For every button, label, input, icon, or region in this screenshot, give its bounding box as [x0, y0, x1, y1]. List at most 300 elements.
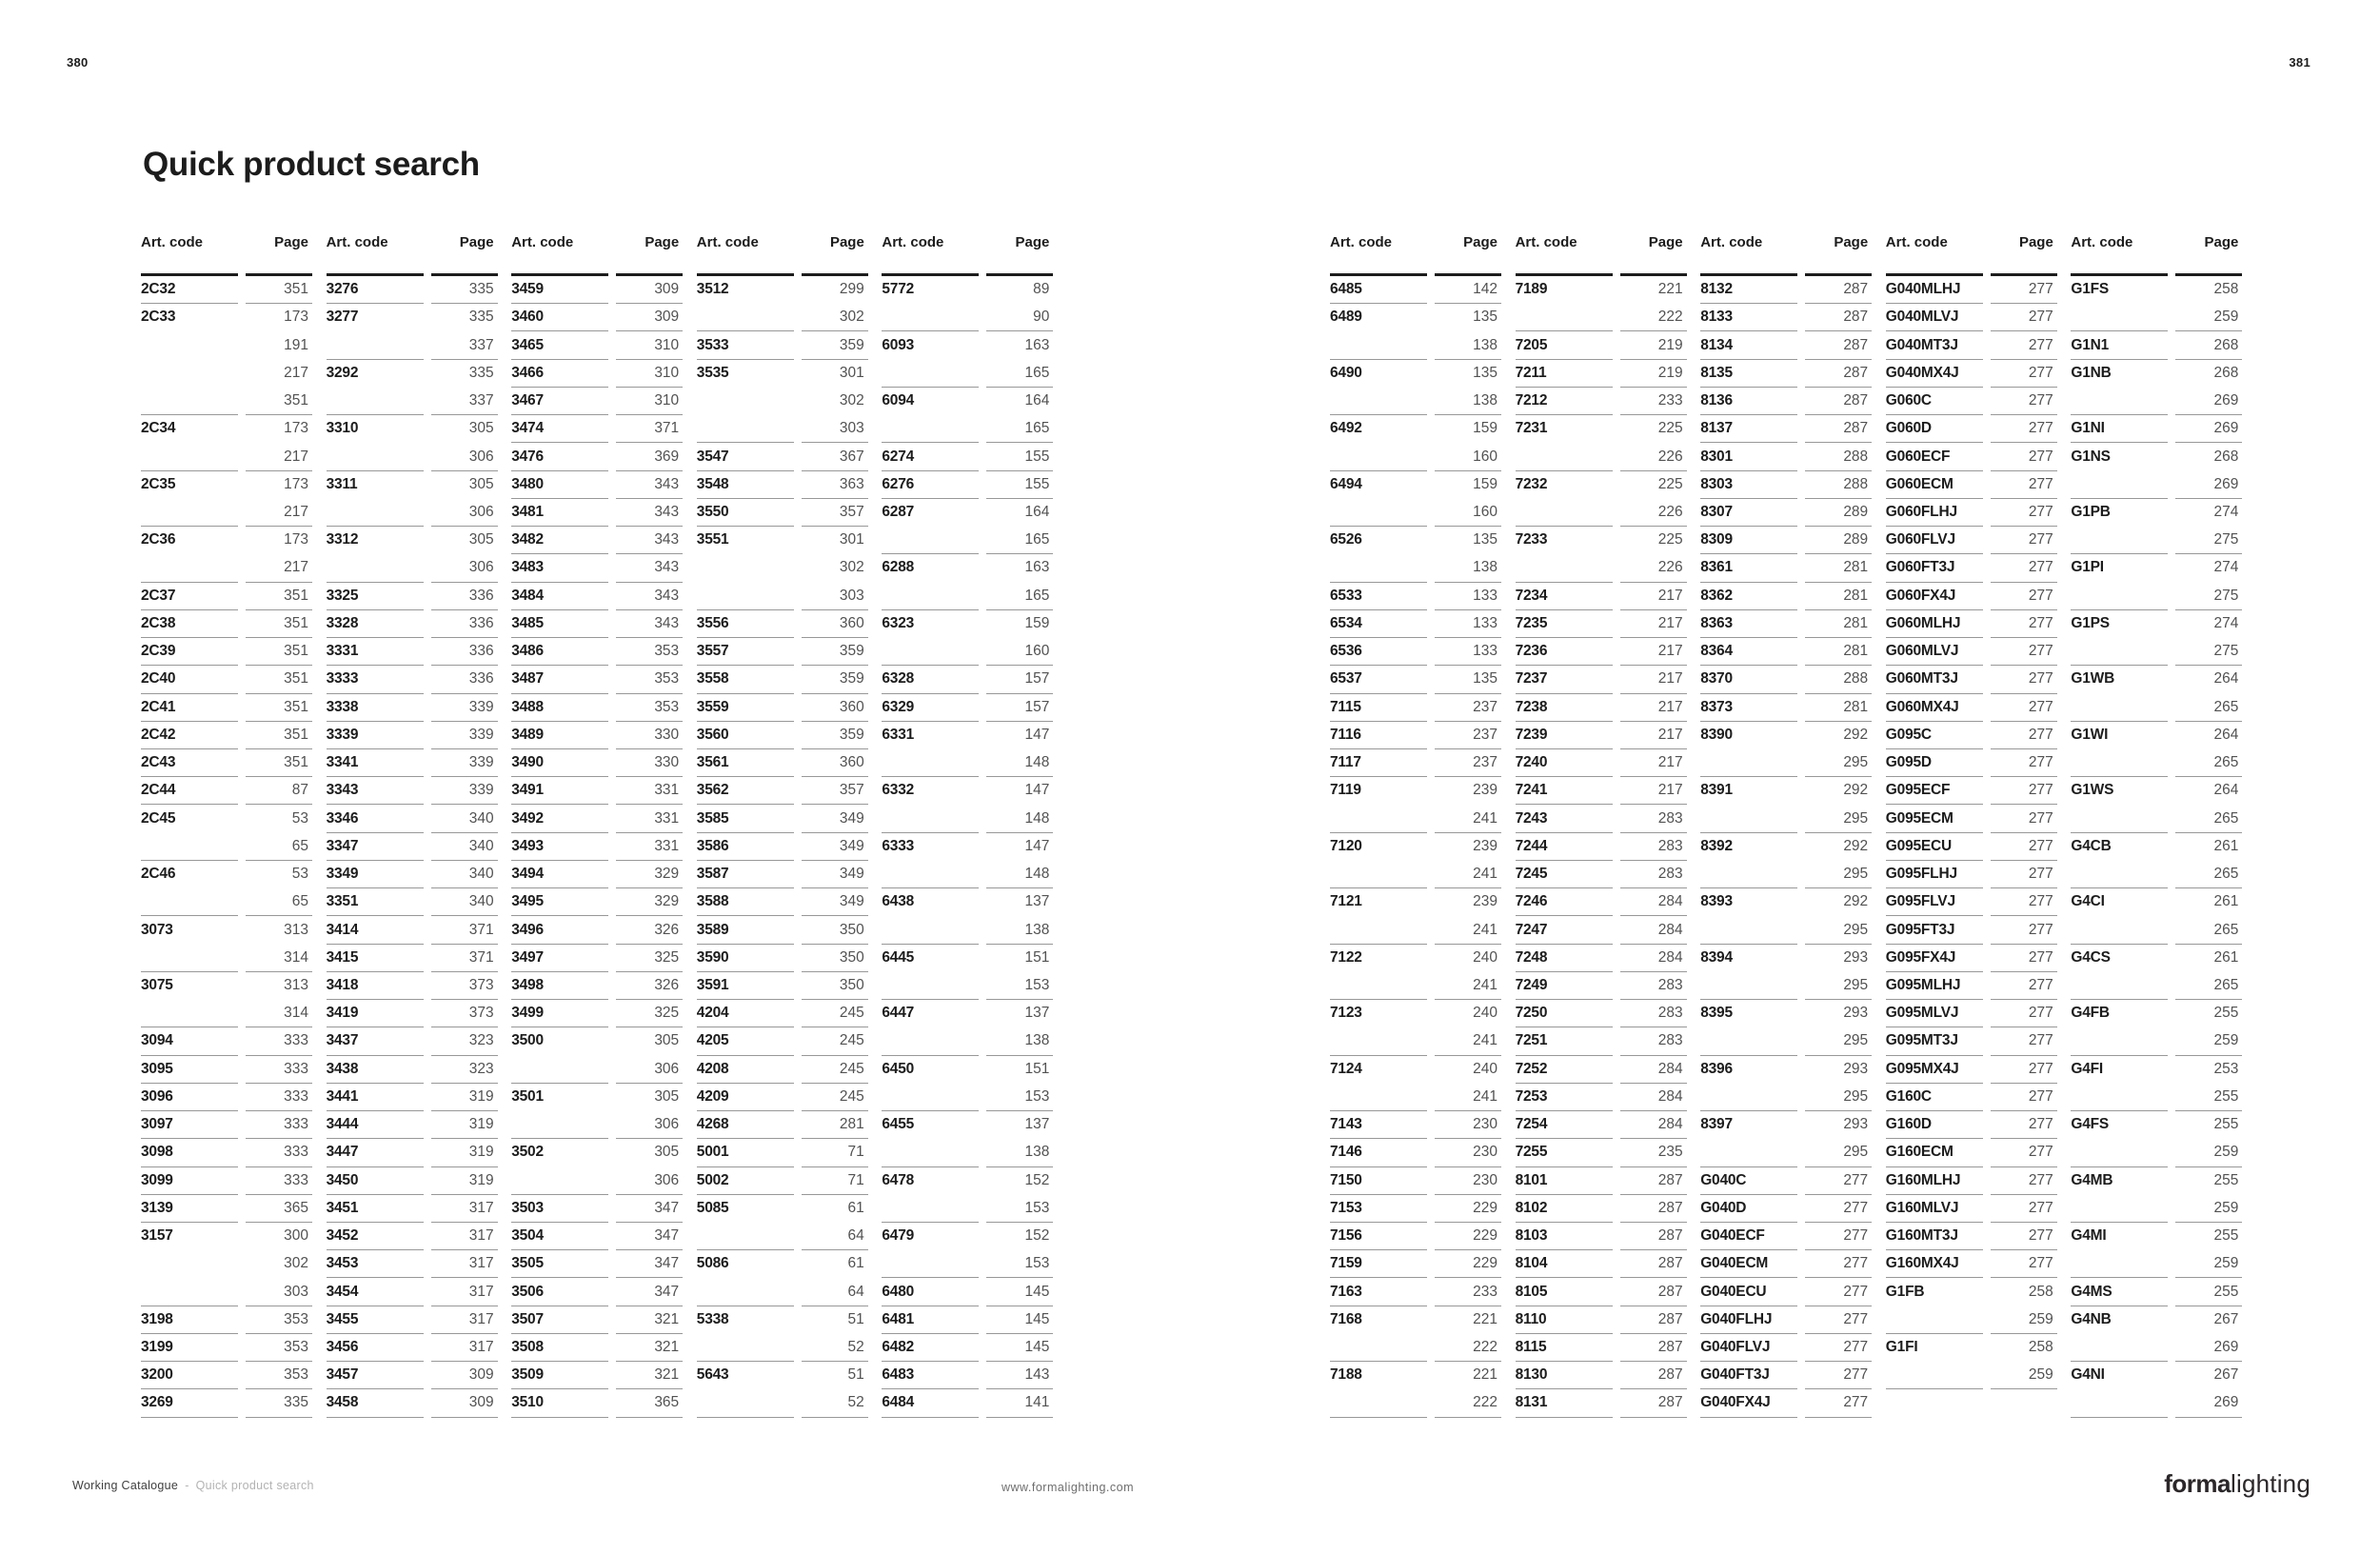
art-code-cell: 8102: [1516, 1195, 1613, 1223]
page-cell: 153: [986, 1195, 1053, 1223]
page-cell: 241: [1435, 972, 1501, 1000]
page-cell: 277: [1805, 1306, 1872, 1334]
page-cell: 284: [1620, 916, 1687, 944]
page-cell: 259: [1991, 1306, 2057, 1334]
art-code-cell: 3338: [327, 694, 424, 722]
art-code-cell: 4204: [697, 1000, 794, 1027]
page-cell: 163: [1024, 559, 1050, 576]
art-code-cell: 3310: [326, 420, 359, 437]
art-code-cell: 8394: [1700, 948, 1733, 966]
column-header: [327, 234, 498, 273]
table-row: [2071, 415, 2242, 443]
art-code-cell: [2071, 1084, 2168, 1111]
table-row: [697, 1223, 868, 1250]
table-row: [141, 1000, 312, 1027]
page-cell: 264: [2213, 782, 2239, 799]
page-cell: 259: [2175, 1250, 2242, 1278]
page-cell: 277: [1991, 1167, 2057, 1195]
art-code-column: [511, 234, 683, 1418]
page-cell: 229: [1435, 1195, 1501, 1223]
table-row: [1886, 499, 2057, 527]
page-cell: 275: [2175, 527, 2242, 554]
art-code-cell: [327, 388, 424, 415]
page-cell: 138: [1435, 388, 1501, 415]
table-row: [327, 722, 498, 749]
art-code-cell: 3587: [697, 861, 794, 888]
art-code-cell: 2C44: [141, 777, 238, 805]
page-cell: 163: [1024, 336, 1050, 353]
page-cell: 287: [1620, 1195, 1687, 1223]
art-code-cell: 6274: [882, 443, 979, 470]
page-cell: 305: [468, 475, 494, 492]
table-row: [1330, 833, 1501, 861]
table-row: [1700, 1027, 1872, 1055]
page-cell: 226: [1620, 499, 1687, 527]
art-code-cell: 6479: [882, 1227, 915, 1245]
art-code-cell: 8131: [1516, 1389, 1613, 1417]
page-cell: 160: [986, 638, 1053, 666]
page-cell: 148: [986, 749, 1053, 777]
table-row: [2071, 388, 2242, 415]
table-row: [327, 833, 498, 861]
table-row: [1886, 1084, 2057, 1111]
page-cell: 217: [1620, 749, 1687, 777]
page-cell: 157: [986, 694, 1053, 722]
page-cell: 333: [246, 1084, 312, 1111]
page-cell: 138: [1435, 331, 1501, 359]
art-code-cell: [2071, 304, 2168, 331]
art-code-cell: [697, 1278, 794, 1306]
art-code-cell: 6526: [1330, 531, 1362, 548]
table-row: [697, 1195, 868, 1223]
table-row: [511, 861, 683, 888]
art-code-cell: 2C33: [141, 309, 176, 326]
table-row: [882, 1056, 1053, 1084]
art-code-cell: 6323: [882, 614, 915, 631]
page-cell: 295: [1805, 916, 1872, 944]
art-code-cell: 3456: [327, 1334, 424, 1362]
table-row: [882, 1306, 1053, 1334]
table-row: [2071, 1334, 2242, 1362]
table-row: [697, 443, 868, 470]
page-cell: 267: [2213, 1310, 2239, 1327]
page-cell: 277: [1991, 805, 2057, 832]
art-code-cell: 7251: [1516, 1027, 1613, 1055]
table-row: [141, 1278, 312, 1306]
page-cell: 277: [1991, 1084, 2057, 1111]
table-row: [511, 1278, 683, 1306]
table-row: [1700, 1111, 1872, 1139]
page-cell: 303: [802, 415, 868, 443]
art-code-cell: [141, 360, 238, 388]
table-row: [882, 722, 1053, 749]
art-code-cell: G4CB: [2071, 837, 2112, 854]
table-row: [327, 1334, 498, 1362]
art-code-cell: G060D: [1886, 415, 1983, 443]
table-row: [141, 1250, 312, 1278]
table-row: [511, 1223, 683, 1250]
art-code-cell: [882, 1195, 979, 1223]
art-code-cell: 8309: [1700, 527, 1797, 554]
table-row: [697, 861, 868, 888]
art-code-cell: 3548: [697, 471, 794, 499]
art-code-cell: 7243: [1516, 805, 1613, 832]
table-row: [511, 833, 683, 861]
page-cell: 155: [986, 443, 1053, 470]
table-row: [2071, 1027, 2242, 1055]
page-cell: 277: [1991, 304, 2057, 331]
page-cell: 314: [246, 1000, 312, 1027]
table-row: [1330, 1027, 1501, 1055]
page-cell: 333: [246, 1027, 312, 1055]
table-row: [141, 888, 312, 916]
art-code-cell: [141, 443, 238, 470]
table-row: [1516, 610, 1687, 638]
art-code-cell: G1N1: [2071, 331, 2168, 359]
table-row: [1516, 1195, 1687, 1223]
art-code-cell: 7153: [1330, 1195, 1427, 1223]
art-code-cell: 7252: [1516, 1056, 1613, 1084]
page-cell: 217: [284, 364, 308, 381]
table-row: [511, 554, 683, 582]
art-code-cell: G4NB: [2071, 1310, 2112, 1327]
page-cell: 287: [1620, 1250, 1687, 1278]
art-code-cell: 7244: [1516, 833, 1613, 861]
art-code-cell: 3441: [327, 1084, 424, 1111]
table-row: [882, 1362, 1053, 1389]
art-code-cell: G060MX4J: [1886, 694, 1983, 722]
table-row: [2071, 1195, 2242, 1223]
table-row: [1886, 888, 2057, 916]
table-row: [141, 1027, 312, 1055]
table-row: [1330, 471, 1501, 499]
art-code-cell: G160C: [1886, 1084, 1983, 1111]
page-cell: 143: [986, 1362, 1053, 1389]
page-cell: 65: [246, 833, 312, 861]
table-row: [2071, 972, 2242, 1000]
art-code-cell: [511, 1056, 608, 1084]
table-row: [511, 749, 683, 777]
art-code-header-label: Art. code: [1700, 234, 1763, 250]
art-code-cell: 3198: [141, 1306, 238, 1334]
page-cell: 221: [1473, 1366, 1497, 1384]
table-row: [141, 1334, 312, 1362]
art-code-cell: 3444: [327, 1111, 424, 1139]
art-code-cell: [882, 749, 979, 777]
art-code-cell: [2071, 749, 2168, 777]
page-cell: 365: [246, 1195, 312, 1223]
table-row: [882, 527, 1053, 554]
page-cell: 152: [1024, 1171, 1050, 1188]
table-row: [511, 777, 683, 805]
table-row: [511, 916, 683, 944]
page-cell: 321: [616, 1334, 683, 1362]
art-code-cell: 6533: [1330, 583, 1427, 610]
page-cell: 153: [986, 1084, 1053, 1111]
table-row: [697, 1111, 868, 1139]
art-code-cell: 3343: [327, 777, 424, 805]
table-row: [327, 583, 498, 610]
art-code-cell: [882, 1084, 979, 1111]
page-cell: 245: [802, 1056, 868, 1084]
art-code-cell: 7236: [1516, 638, 1613, 666]
art-code-cell: 3414: [327, 916, 424, 944]
table-row: [511, 443, 683, 470]
art-code-column: [882, 234, 1053, 1418]
table-row: [141, 722, 312, 749]
table-row: [1330, 777, 1501, 805]
table-row: [2071, 1250, 2242, 1278]
art-code-cell: 3485: [511, 610, 608, 638]
art-code-cell: 7240: [1516, 749, 1613, 777]
art-code-cell: [2071, 638, 2168, 666]
page-cell: 357: [802, 499, 868, 527]
page-cell: 293: [1843, 1005, 1869, 1022]
art-code-cell: 3547: [697, 443, 794, 470]
art-code-cell: 8303: [1700, 471, 1797, 499]
page-cell: 274: [2213, 614, 2239, 631]
table-row: [1330, 610, 1501, 638]
table-row: [1516, 972, 1687, 1000]
art-code-cell: 3535: [696, 364, 729, 381]
page-cell: 269: [2175, 1334, 2242, 1362]
table-row: [327, 1195, 498, 1223]
table-row: [1700, 1278, 1872, 1306]
art-code-cell: G040ECF: [1700, 1223, 1797, 1250]
page-cell: 217: [1620, 583, 1687, 610]
art-code-cell: 2C46: [141, 866, 176, 883]
art-code-cell: 3490: [511, 749, 608, 777]
page-cell: 293: [1843, 1116, 1869, 1133]
table-row: [1886, 972, 2057, 1000]
table-row: [2071, 1362, 2242, 1389]
table-row: [511, 888, 683, 916]
page-cell: 89: [1033, 281, 1050, 298]
table-row: [141, 1111, 312, 1139]
table-row: [1700, 861, 1872, 888]
page-cell: 283: [1620, 805, 1687, 832]
page-cell: 235: [1620, 1139, 1687, 1166]
page-cell: 229: [1435, 1250, 1501, 1278]
page-cell: 225: [1657, 475, 1683, 492]
page-cell: 147: [1024, 726, 1050, 743]
table-row: [2071, 888, 2242, 916]
page-header-label: Page: [1648, 234, 1683, 250]
page-cell: 277: [1991, 777, 2057, 805]
column-header: [511, 234, 683, 273]
art-code-cell: 3311: [326, 475, 358, 492]
table-row: [697, 554, 868, 582]
art-code-cell: 8115: [1516, 1334, 1613, 1362]
art-code-cell: [2071, 388, 2168, 415]
art-code-cell: [327, 443, 424, 470]
page-cell: 265: [2175, 861, 2242, 888]
table-row: [1700, 1250, 1872, 1278]
art-code-cell: 6445: [882, 948, 915, 966]
page-cell: 306: [431, 443, 498, 470]
table-row: [2071, 916, 2242, 944]
page-cell: 339: [431, 694, 498, 722]
page-cell: 325: [616, 1000, 683, 1027]
table-row: [882, 1167, 1053, 1195]
table-row: [511, 1306, 683, 1334]
table-row: [1516, 749, 1687, 777]
page-cell: 277: [1805, 1223, 1872, 1250]
page-cell: 259: [2175, 1139, 2242, 1166]
page-cell: 302: [839, 559, 864, 576]
art-code-cell: [1700, 972, 1797, 1000]
page-cell: 353: [616, 666, 683, 693]
art-code-cell: 3276: [327, 276, 424, 304]
table-row: [1516, 1139, 1687, 1166]
table-row: [511, 388, 683, 415]
page-cell: 240: [1473, 1005, 1497, 1022]
page-cell: 148: [986, 805, 1053, 832]
table-row: [327, 360, 498, 388]
table-row: [1516, 471, 1687, 499]
table-row: [141, 749, 312, 777]
page-cell: 288: [1805, 666, 1872, 693]
page-cell: 287: [1805, 331, 1872, 359]
art-code-cell: [2071, 527, 2168, 554]
art-code-header-label: Art. code: [326, 234, 388, 250]
page-cell: 353: [616, 694, 683, 722]
page-cell: 159: [1024, 614, 1050, 631]
art-code-cell: [2071, 1389, 2168, 1417]
table-row: [141, 415, 312, 443]
art-code-cell: 8390: [1700, 726, 1733, 743]
page-cell: 277: [1991, 1056, 2057, 1084]
art-code-column: [2071, 234, 2242, 1418]
art-code-cell: 7122: [1330, 948, 1362, 966]
page-cell: 147: [1024, 837, 1050, 854]
page-cell: 258: [2028, 1283, 2053, 1300]
art-code-cell: 8136: [1700, 388, 1797, 415]
table-row: [697, 1167, 868, 1195]
art-code-cell: 2C38: [141, 610, 238, 638]
page-header-label: Page: [2204, 234, 2239, 250]
logo-forma-text: forma: [2164, 1469, 2231, 1498]
table-row: [882, 945, 1053, 972]
table-row: [327, 1362, 498, 1389]
page-cell: 269: [2175, 388, 2242, 415]
table-row: [1886, 610, 2057, 638]
page-cell: 295: [1805, 861, 1872, 888]
art-code-cell: [1886, 1306, 1983, 1334]
table-row: [1886, 1250, 2057, 1278]
art-code-cell: G4MS: [2071, 1278, 2168, 1306]
page-cell: 135: [1473, 531, 1497, 548]
page-cell: 277: [1991, 833, 2057, 861]
table-row: [1700, 554, 1872, 582]
page-cell: 217: [1620, 610, 1687, 638]
page-cell: 323: [431, 1056, 498, 1084]
page-cell: 303: [802, 583, 868, 610]
art-code-cell: 8370: [1700, 666, 1797, 693]
table-row: [511, 1056, 683, 1084]
table-row: [1886, 1278, 2057, 1306]
table-row: [511, 360, 683, 388]
art-code-cell: G060MT3J: [1886, 666, 1983, 693]
page-cell: 275: [2175, 638, 2242, 666]
table-row: [1886, 861, 2057, 888]
page-cell: 340: [431, 888, 498, 916]
art-code-cell: G095C: [1886, 722, 1983, 749]
table-row: [882, 833, 1053, 861]
page-cell: 373: [431, 1000, 498, 1027]
page-cell: 277: [1991, 1195, 2057, 1223]
page-cell: 313: [284, 976, 308, 993]
art-code-cell: 3333: [327, 666, 424, 693]
art-code-cell: [1330, 1084, 1427, 1111]
page-cell: 353: [616, 638, 683, 666]
page-cell: 288: [1805, 443, 1872, 470]
art-code-cell: 3331: [327, 638, 424, 666]
art-code-cell: G060C: [1886, 388, 1983, 415]
table-row: [2071, 666, 2242, 693]
table-row: [1886, 1362, 2057, 1389]
page-cell: 277: [1805, 1250, 1872, 1278]
art-code-cell: [327, 554, 424, 582]
page-cell: 277: [1991, 1111, 2057, 1139]
page-cell: 319: [431, 1084, 498, 1111]
page-cell: 292: [1843, 837, 1869, 854]
page-cell: 138: [1435, 554, 1501, 582]
table-row: [327, 638, 498, 666]
page-cell: 241: [1435, 916, 1501, 944]
table-row: [1886, 276, 2057, 304]
page-header-label: Page: [2018, 234, 2053, 250]
page-cell: 281: [1805, 583, 1872, 610]
table-row: [2071, 331, 2242, 359]
art-code-cell: G4CS: [2071, 948, 2111, 966]
art-code-cell: 3415: [327, 945, 424, 972]
page-cell: 283: [1620, 833, 1687, 861]
table-row: [1516, 833, 1687, 861]
page-cell: 367: [802, 443, 868, 470]
art-code-cell: G1WB: [2071, 670, 2115, 688]
art-code-cell: G060FLHJ: [1886, 499, 1983, 527]
art-code-cell: [1330, 499, 1427, 527]
table-row: [1700, 360, 1872, 388]
table-row: [697, 777, 868, 805]
art-code-cell: 3098: [141, 1139, 238, 1166]
art-code-cell: 5772: [882, 281, 915, 298]
art-code-cell: [882, 1250, 979, 1278]
table-row: [882, 388, 1053, 415]
table-row: [882, 1111, 1053, 1139]
table-row: [1700, 1306, 1872, 1334]
column-header: [1516, 234, 1687, 273]
page-cell: 164: [1024, 503, 1050, 520]
art-code-cell: 8373: [1700, 694, 1797, 722]
page-cell: 353: [246, 1362, 312, 1389]
table-row: [1700, 1223, 1872, 1250]
page-cell: 277: [1991, 443, 2057, 470]
table-row: [327, 554, 498, 582]
table-row: [697, 833, 868, 861]
page-cell: 295: [1805, 749, 1872, 777]
table-row: [327, 1389, 498, 1417]
page-cell: 331: [616, 777, 683, 805]
table-row: [141, 610, 312, 638]
art-code-cell: [141, 554, 238, 582]
art-code-cell: 8364: [1700, 638, 1797, 666]
page-cell: 287: [1620, 1223, 1687, 1250]
art-code-cell: G4MI: [2071, 1227, 2107, 1245]
page-cell: 277: [1805, 1389, 1872, 1417]
page-cell: 52: [802, 1334, 868, 1362]
